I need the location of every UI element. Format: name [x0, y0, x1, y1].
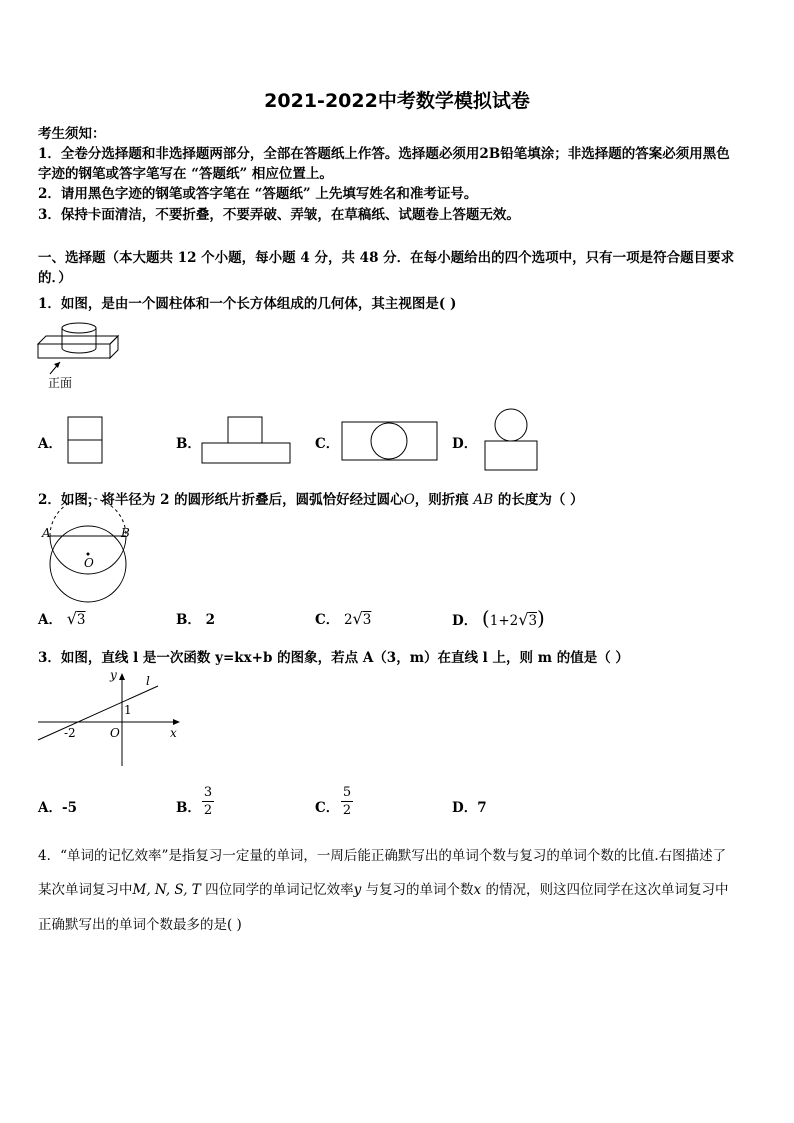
left-paren-icon: ( — [481, 606, 490, 630]
q4-line-2-pre: 某次单词复习中 — [38, 882, 133, 898]
q2-option-c-label: C． — [315, 612, 340, 628]
q3-text: 3．如图，直线 l 是一次函数 y=kx+b 的图象，若点 A（3，m）在直线 l 上，则 m 的值是（ ） — [38, 650, 629, 666]
q3-option-b-denominator: 2 — [203, 803, 213, 818]
q3-tick-1: 1 — [124, 703, 132, 717]
q2-text-post: 的长度为（ ） — [497, 492, 584, 508]
q2-text-pre: 2．如图，将半径为 2 的圆形纸片折叠后，圆弧恰好经过圆心 — [38, 492, 404, 508]
q2-option-c-radicand: 3 — [362, 612, 372, 628]
q3-option-c-denominator: 2 — [342, 803, 352, 818]
q2-option-b — [176, 608, 215, 628]
q3-option-d: D．7 — [452, 800, 487, 816]
q3-option-c-fraction — [341, 784, 353, 819]
q4-vars: M, N, S, T — [132, 882, 201, 898]
sqrt-icon: √ — [352, 609, 363, 628]
right-paren-icon: ) — [537, 606, 545, 630]
notice-item-2: 2．请用黑色字迹的钢笔或答字笔在 “答题纸” 上先填写姓名和准考证号。 — [38, 186, 478, 202]
q2-text — [38, 488, 584, 508]
q1-option-d-figure — [484, 408, 540, 472]
q1-option-a-label: A． — [38, 436, 62, 452]
q2-option-a — [38, 608, 85, 628]
q4-var-y: y — [353, 882, 362, 898]
page-title: 2021-2022中考数学模拟试卷 — [264, 90, 530, 112]
q2-option-c-coef: 2 — [343, 612, 353, 628]
q2-point-b: B — [121, 526, 130, 540]
q2-option-b-value: 2 — [205, 612, 216, 628]
q3-axis-x-label: x — [170, 726, 177, 740]
q3-option-c-label: C． — [315, 800, 340, 816]
q3-axis-y-label: y — [110, 668, 117, 682]
q4-line-2-mid: 四位同学的单词记忆效率 — [205, 882, 354, 898]
q2-option-d-label: D． — [452, 613, 478, 629]
sqrt-icon: √ — [518, 610, 529, 629]
q4-line-2 — [38, 878, 728, 898]
q2-var-ab: AB — [473, 492, 494, 508]
q1-front-label: 正面 — [48, 376, 73, 390]
q1-option-b-figure — [201, 416, 293, 466]
q2-option-a-label: A． — [38, 612, 62, 628]
q2-point-a: A — [42, 526, 51, 540]
notice-item-1-cont: 字迹的钢笔或答字笔写在 “答题纸” 相应位置上。 — [38, 166, 333, 182]
q2-option-b-label: B． — [176, 612, 201, 628]
q3-option-c — [315, 796, 339, 816]
q3-option-c-numerator: 5 — [342, 785, 352, 800]
q1-option-d-label: D． — [452, 436, 478, 452]
q4-line-2-post: 的情况，则这四位同学在这次单词复习中 — [485, 882, 729, 898]
notice-item-1: 1．全卷分选择题和非选择题两部分，全部在答题纸上作答。选择题必须用2B铅笔填涂；非选择题的答案必须用黑色 — [38, 146, 730, 162]
section-heading-cont: 的．） — [38, 270, 72, 286]
q4-var-x: x — [473, 882, 482, 898]
q3-option-b-numerator: 3 — [203, 785, 213, 800]
q1-text: 1．如图，是由一个圆柱体和一个长方体组成的几何体，其主视图是( ) — [38, 296, 457, 312]
q2-option-c — [315, 608, 371, 628]
q2-text-mid: ，则折痕 — [414, 492, 469, 508]
q3-line-l-label: l — [146, 674, 150, 688]
q3-option-b — [176, 796, 201, 816]
q1-option-b-label: B． — [176, 436, 201, 452]
q3-option-b-label: B． — [176, 800, 201, 816]
q3-option-a: A．-5 — [38, 800, 77, 816]
notice-item-3: 3．保持卡面清洁，不要折叠，不要弄破、弄皱，在草稿纸、试题卷上答题无效。 — [38, 207, 520, 223]
q3-option-b-fraction — [202, 784, 214, 819]
q4-line-2-mid2: 与复习的单词个数 — [365, 882, 474, 898]
q3-graph-figure — [36, 670, 186, 770]
q2-var-o: O — [403, 492, 415, 508]
q2-option-d — [452, 606, 545, 630]
q3-origin-label: O — [110, 726, 120, 740]
q2-point-o: O — [84, 556, 94, 570]
sqrt-icon: √ — [66, 609, 77, 628]
q1-option-c-figure — [341, 421, 439, 463]
q2-option-a-radicand: 3 — [76, 612, 86, 628]
q4-line-1: 4．“单词的记忆效率”是指复习一定量的单词，一周后能正确默写出的单词个数与复习的单词个数的比值.右图描述了 — [38, 848, 727, 864]
notice-heading: 考生须知： — [38, 126, 106, 142]
q4-line-3: 正确默写出的单词个数最多的是( ) — [38, 917, 242, 933]
section-heading: 一、选择题（本大题共 12 个小题，每小题 4 分，共 48 分．在每小题给出的四个选项中，只有一项是符合题目要求 — [38, 250, 735, 266]
q3-tick-minus2: -2 — [64, 726, 76, 740]
q1-option-c-label: C． — [315, 436, 340, 452]
q1-option-a-figure — [67, 416, 105, 466]
q2-option-d-prefix: 1+2 — [489, 613, 519, 629]
q2-option-d-radicand: 3 — [528, 613, 538, 629]
